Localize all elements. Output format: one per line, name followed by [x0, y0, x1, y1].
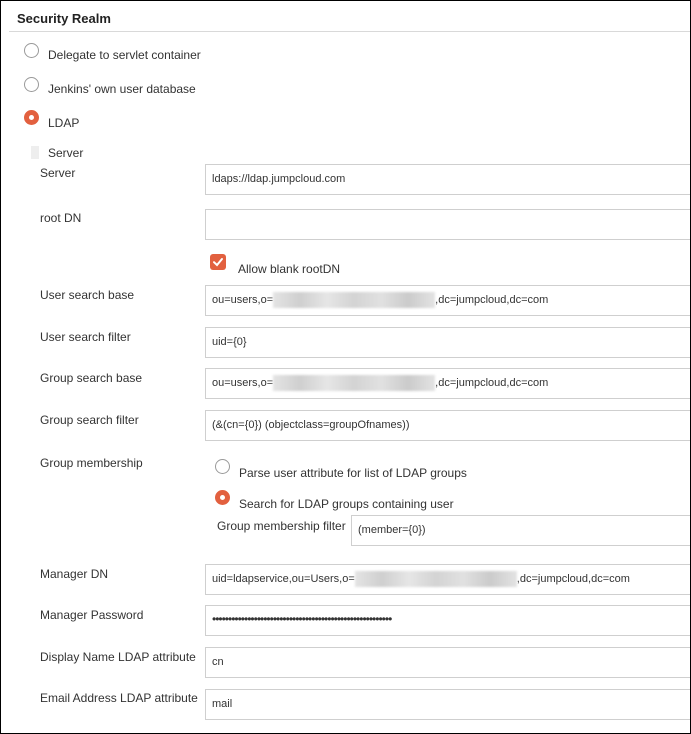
group-membership-label-search: Search for LDAP groups containing user [239, 497, 454, 511]
user-search-filter-label: User search filter [40, 330, 131, 344]
realm-label-jenkins-db: Jenkins' own user database [48, 82, 196, 96]
realm-label-ldap: LDAP [48, 116, 80, 130]
group-membership-radio-parse[interactable] [215, 459, 230, 474]
checkmark-icon [212, 256, 224, 268]
user-search-base-suffix: ,dc=jumpcloud,dc=com [435, 294, 549, 306]
user-search-base-input[interactable] [205, 285, 691, 316]
manager-dn-label: Manager DN [40, 567, 109, 581]
user-search-base-label: User search base [40, 288, 135, 302]
root-dn-input[interactable] [205, 209, 691, 240]
group-membership-filter-input[interactable]: (member={0}) [351, 515, 691, 546]
email-attr-label: Email Address LDAP attribute [40, 691, 198, 705]
redacted-text [355, 571, 517, 587]
realm-label-servlet: Delegate to servlet container [48, 48, 201, 62]
group-membership-filter-label: Group membership filter [217, 519, 346, 533]
group-membership-label-parse: Parse user attribute for list of LDAP groups [239, 466, 467, 480]
root-dn-label: root DN [40, 211, 82, 225]
manager-password-input[interactable]: •••••••••••••••••••••••••••••••••••••••••••••••••••••••• [205, 605, 691, 636]
manager-dn-input[interactable] [205, 564, 691, 595]
redacted-text [273, 292, 435, 308]
email-attr-input[interactable]: mail [205, 689, 691, 720]
display-name-attr-label: Display Name LDAP attribute [40, 650, 196, 664]
allow-blank-rootdn-checkbox[interactable] [210, 254, 226, 270]
user-search-base-prefix: ou=users,o= [212, 294, 274, 306]
section-title: Security Realm [17, 11, 111, 26]
server-header: Server [48, 146, 84, 160]
realm-radio-servlet[interactable] [24, 43, 39, 58]
group-search-base-input[interactable] [205, 368, 691, 399]
drag-handle-icon[interactable] [31, 146, 39, 159]
server-input[interactable]: ldaps://ldap.jumpcloud.com [205, 164, 691, 195]
manager-dn-prefix: uid=ldapservice,ou=Users,o= [212, 573, 355, 585]
server-label: Server [40, 166, 76, 180]
display-name-attr-input[interactable]: cn [205, 647, 691, 678]
realm-radio-ldap[interactable] [24, 110, 39, 125]
realm-radio-jenkins-db[interactable] [24, 77, 39, 92]
group-search-filter-label: Group search filter [40, 413, 139, 427]
manager-password-label: Manager Password [40, 608, 144, 622]
group-search-base-prefix: ou=users,o= [212, 377, 274, 389]
section-divider [9, 31, 691, 32]
allow-blank-rootdn-label: Allow blank rootDN [238, 262, 341, 276]
group-membership-radio-search[interactable] [215, 490, 230, 505]
user-search-filter-input[interactable]: uid={0} [205, 327, 691, 358]
group-search-base-suffix: ,dc=jumpcloud,dc=com [435, 377, 549, 389]
redacted-text [273, 375, 435, 391]
group-membership-label: Group membership [40, 456, 143, 470]
manager-dn-suffix: ,dc=jumpcloud,dc=com [516, 573, 630, 585]
group-search-filter-input[interactable]: (&(cn={0}) (objectclass=groupOfnames)) [205, 410, 691, 441]
group-search-base-label: Group search base [40, 371, 143, 385]
